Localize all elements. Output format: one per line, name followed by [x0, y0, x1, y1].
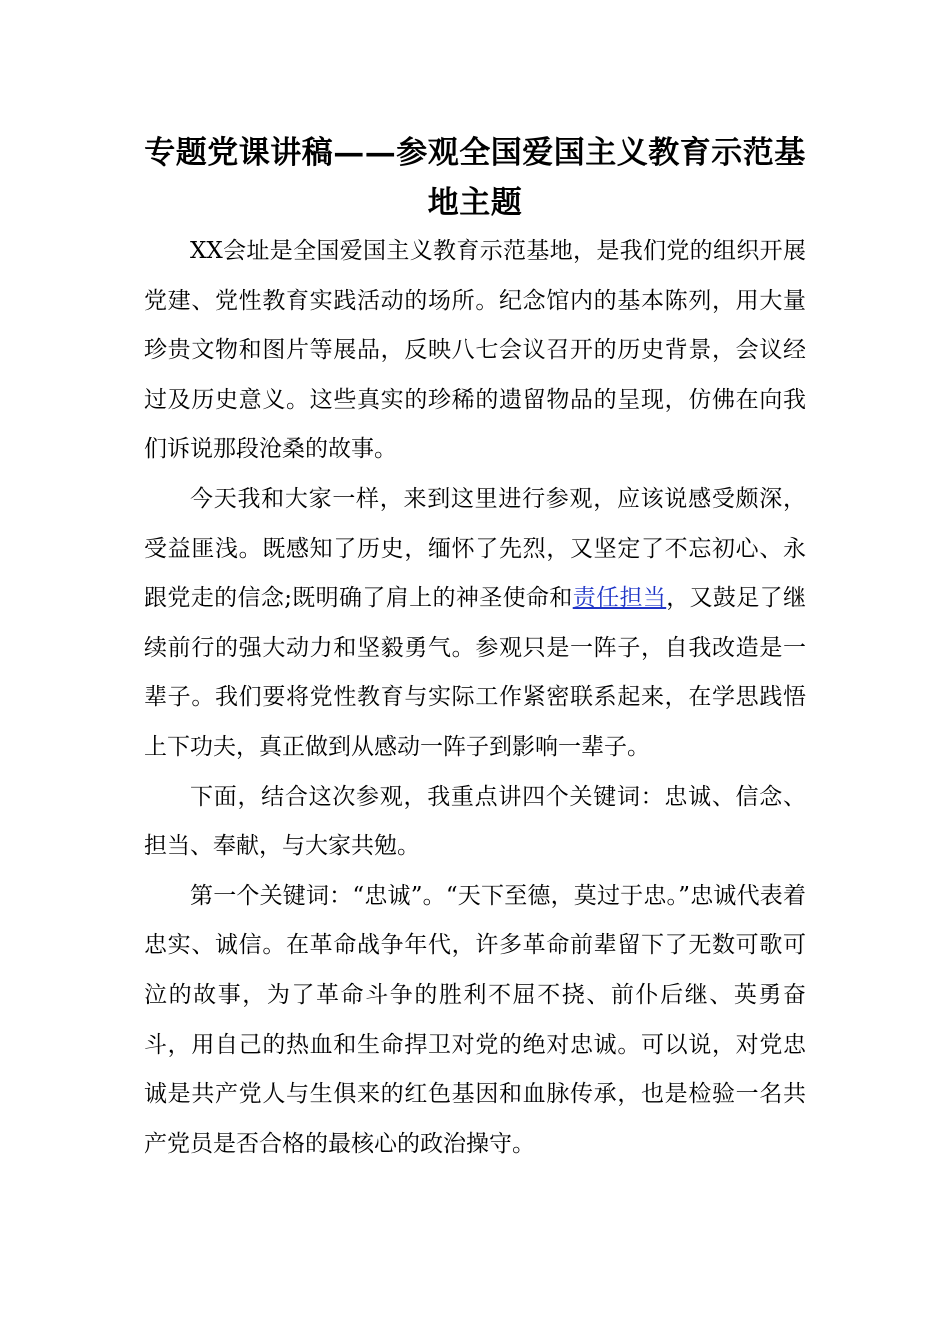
paragraph-2-text-before-link: 今天我和大家一样，来到这里进行参观，应该说感受颇深，受益匪浅。既感知了历史，缅怀了先烈，又坚定了不忘初心、永跟党走的信念;既明确了肩上的神圣使命和 [144, 485, 806, 612]
document-body [144, 227, 806, 1169]
paragraph-4: 第一个关键词：“忠诚”。“天下至德，莫过于忠。”忠诚代表着忠实、诚信。在革命战争年代，许多革命前辈留下了无数可歌可泣的故事，为了革命斗争的胜利不屈不挠、前仆后继、英勇奋斗，用自己的热血和生命捍卫对党的绝对忠诚。可以说，对党忠诚是共产党人与生俱来的红色基因和血脉传承，也是检验一名共产党员是否合格的最核心的政治操守。 [144, 882, 806, 1157]
responsibility-link[interactable]: 责任担当 [572, 585, 667, 612]
paragraph-2-text-after-link: ，又鼓足了继续前行的强大动力和坚毅勇气。参观只是一阵子，自我改造是一辈子。我们要将党性教育与实际工作紧密联系起来，在学思践悟上下功夫，真正做到从感动一阵子到影响一辈子。 [144, 585, 807, 760]
paragraph-3: 下面，结合这次参观，我重点讲四个关键词：忠诚、信念、担当、奉献，与大家共勉。 [144, 783, 806, 860]
paragraph-2 [144, 475, 806, 773]
paragraph-1: XX会址是全国爱国主义教育示范基地，是我们党的组织开展党建、党性教育实践活动的场所。纪念馆内的基本陈列，用大量珍贵文物和图片等展品，反映八七会议召开的历史背景，会议经过及历史意义。这些真实的珍稀的遗留物品的呈现，仿佛在向我们诉说那段沧桑的故事。 [144, 238, 806, 463]
document-title: 专题党课讲稿——参观全国爱国主义教育示范基地主题 [144, 135, 806, 221]
